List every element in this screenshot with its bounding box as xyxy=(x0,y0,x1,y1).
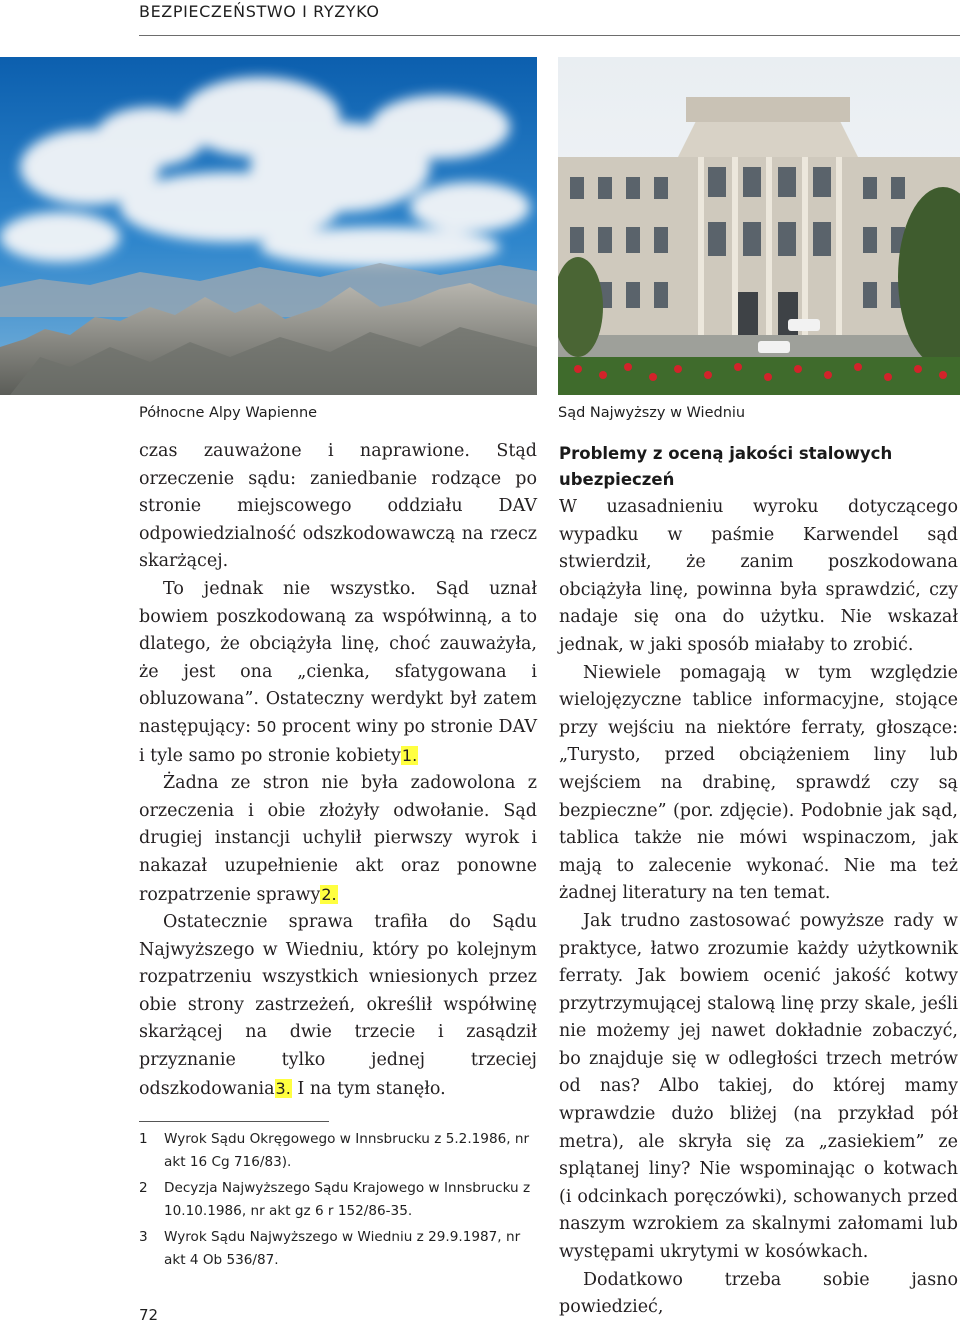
footnote-ref[interactable]: 3. xyxy=(275,1078,291,1098)
footnote-item: 3 Wyrok Sądu Najwyższego w Wiedniu z 29.9.1987, nr akt 4 Ob 536/87. xyxy=(139,1229,521,1268)
paragraph: To jednak nie wszystko. Sąd uznał bowiem poszkodowaną za współwinną, a to dlatego, że obciążyła linę, choć zauważyła, że jest ona „cienka, sfatygowana i obluzowana”. Ostateczny werdykt był zatem następujący: 50 procent winy po stronie DAV i tyle samo po stronie kobiety1. xyxy=(139,578,537,766)
paragraph: W uzasadnieniu wyroku dotyczącego wypadku w paśmie Karwendel sąd stwierdził, że zanim poszkodowana obciążyła linę, powinna była sprawdzić, czy nadaje się ona do użytku. Nie wskazał jednak, w jaki sposób miałaby to zrobić. xyxy=(559,497,958,655)
footnote-item: 1 Wyrok Sądu Okręgowego w Innsbrucku z 5.2.1986, nr akt 16 Cg 716/83). xyxy=(139,1131,530,1170)
footnote-ref[interactable]: 2. xyxy=(321,884,337,904)
supreme-court-photo xyxy=(558,57,960,395)
paragraph: czas zauważone i naprawione. Stąd orzeczenie sądu: zaniedbanie rodzące po stronie miejscowego oddziału DAV odpowiedzialność odszkodowawczą na rzecz skarżącej. xyxy=(139,441,537,572)
section-heading: Problemy z oceną jakości stalowych ubezpieczeń xyxy=(559,444,893,489)
footnotes xyxy=(139,1128,539,1275)
paragraph: Ostatecznie sprawa trafiła do Sądu Najwyższego w Wiedniu, który po kolejnym rozpatrzeniu wszystkich wniesionych przez obie strony zastrzeżeń, określił współwinę skarżącej na dwie trzecie i zasądził przyznanie tylko jednej trzeciej odszkodowania3. I na tym stanęło. xyxy=(139,912,537,1099)
header-divider xyxy=(139,35,960,36)
section-header: BEZPIECZEŃSTWO I RYZYKO xyxy=(139,2,380,21)
footnote-item: 2 Decyzja Najwyższego Sądu Krajowego w Innsbrucku z 10.10.1986, nr akt gz 6 r 152/86-35. xyxy=(139,1180,531,1219)
paragraph: Jak trudno zastosować powyższe rady w praktyce, łatwo zrozumie każdy użytkownik ferraty. Jak bowiem ocenić jakość kotwy przytrzymującej stalową linę przy skale, jeśli nie możemy jej nawet dokładnie zobaczyć, bo znajduje się w odległości trzech metrów od nas? Albo takiej, do której mamy wprawdzie dużo bliżej (na przykład pół metra), ale skryła się za „zasiekiem” ze splątanej liny? Nie wspominając o kotwach (i odcinkach poręczówki), schowanych przed naszym wzrokiem za skalnymi załomami lub występami ukrytymi w kosówkach. xyxy=(559,910,958,1263)
footnote-ref[interactable]: 1. xyxy=(401,745,418,765)
alps-photo xyxy=(0,57,537,395)
right-text-column xyxy=(559,441,958,1322)
footnote-divider xyxy=(139,1121,329,1122)
left-text-column xyxy=(139,438,537,1103)
alps-photo-caption: Północne Alpy Wapienne xyxy=(139,405,318,421)
paragraph: Żadna ze stron nie była zadowolona z orzeczenia i obie złożyły odwołanie. Sąd drugiej instancji uchylił pierwszy wyrok i nakazał uzupełnienie akt oraz ponowne rozpatrzenie sprawy2. xyxy=(139,773,537,905)
paragraph: Niewiele pomagają w tym względzie wielojęzyczne tablice informacyjne, stojące przy wejściu na niektóre ferraty, głoszące: „Turysto, przed obciążeniem liny lub wejściem na drabinę, sprawdź czy są bezpieczne” (por. zdjęcie). Podobnie jak sąd, tablica także nie mówi wspinaczom, jak mają to zalecenie wykonać. Nie ma też żadnej literatury na ten temat. xyxy=(559,662,958,904)
paragraph: Dodatkowo trzeba sobie jasno powiedzieć, xyxy=(559,1269,958,1318)
court-photo-caption: Sąd Najwyższy w Wiedniu xyxy=(558,405,746,421)
page-number: 72 xyxy=(139,1306,159,1324)
